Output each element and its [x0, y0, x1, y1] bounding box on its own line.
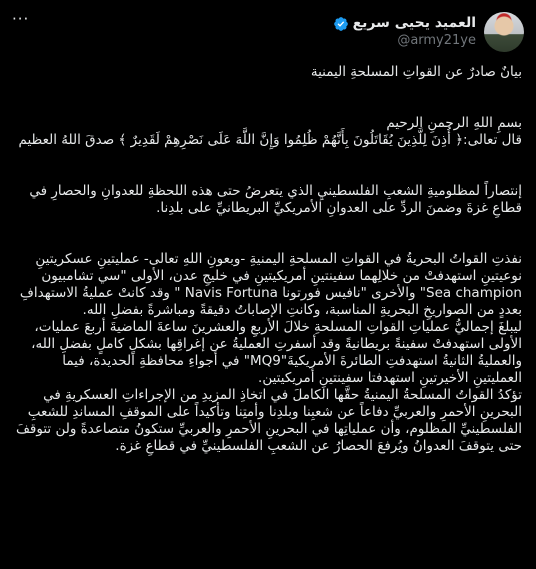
post-text	[12, 64, 522, 455]
paragraph-4: تؤكدُ القواتُ المسلحةُ اليمنيةُ حقَّها الكاملَ في اتخاذِ المزيدِ من الإجراءاتِ العسكريةِ في البحرينِ الأحمرِ والعربيِّ دفاعاً عن شعبِنا وبلدِنا وأمتِنا وتأكيداً على الموقفِ المساندِ للشعبِ الفلسطينيِّ المظلوم، وأن عملياتِها في البحرينِ الأحمرِ والعربيِّ ستكونُ متصاعدةً ولن تتوقفَ حتى يتوقفَ العدوانُ ويُرفعَ الحصارُ عن الشعبِ الفلسطينيِّ في قطاعِ غزة.	[15, 387, 522, 454]
post-header	[333, 12, 524, 52]
author-handle[interactable]: @army21ye	[397, 33, 476, 48]
more-options-button[interactable]: ···	[12, 10, 30, 28]
verse-line: قال تعالى:﴿ أُذِنَ لِلَّذِينَ يُقَاتَلُونَ بِأَنَّهُمْ ظُلِمُوا وَإِنَّ اللَّهَ عَلَى نَصْرِهِمْ لَقَدِيرٌ ﴾ صدقَ اللهُ العظيم	[18, 132, 522, 148]
basmala-line: بسمِ اللهِ الرحمنِ الرحيم	[386, 115, 522, 131]
author-info	[333, 15, 476, 49]
avatar[interactable]	[484, 12, 524, 52]
display-name-text: العميد يحيى سريع	[352, 15, 476, 31]
verified-badge-icon	[333, 16, 349, 32]
paragraph-3: ليبلغَ إجماليُّ عملياتِ القواتِ المسلحةِ خلالَ الأربعِ والعشرينَ ساعةَ الماضيةَ أربعَ عمليات، الأولى استهدفتْ سفينةً بريطانيةً وقد أسفرتِ العمليةُ عن إغراقِها بشكلٍ كاملٍ بفضلِ الله، والعمليةُ الثانيةُ استهدفتِ الطائرةَ الأمريكيةَ"MQ9" في أجواءِ محافظةِ الحديدة، فيما العمليتينِ الأخيرتينِ استهدفتا سفينتينِ أمريكيتين.	[31, 319, 522, 386]
paragraph-1: إنتصاراً لمظلوميةِ الشعبِ الفلسطينيِ الذي يتعرضُ حتى هذه اللحظةِ للعدوانِ والحصارِ في قطاعِ غزةَ وضمنَ الردِّ على العدوانِ الأمريكيِّ البريطانيِّ على بلدِنا.	[29, 183, 522, 216]
author-display-name[interactable]	[333, 15, 476, 32]
post-title-line: بيانٌ صادرٌ عن القواتِ المسلحةِ اليمنية	[310, 64, 522, 80]
paragraph-2: نفذتِ القواتُ البحريةُ في القواتِ المسلحةِ اليمنيةِ -وبعونِ اللهِ تعالى- عمليتينِ عسكريتينِ نوعيتينِ استهدفتْ من خلالِهما سفينتينِ أمريكيتينِ في خليجِ عدن، الأولى "سي تشامبيون Sea champion" والأخرى "نافيس فورتونا Navis Fortuna " وقد كانتْ عمليةُ الاستهدافِ بعددٍ من الصواريخِ البحريةِ المناسبة، وكانتِ الإصاباتُ دقيقةً ومباشرةً بفضلِ الله.	[19, 251, 522, 318]
